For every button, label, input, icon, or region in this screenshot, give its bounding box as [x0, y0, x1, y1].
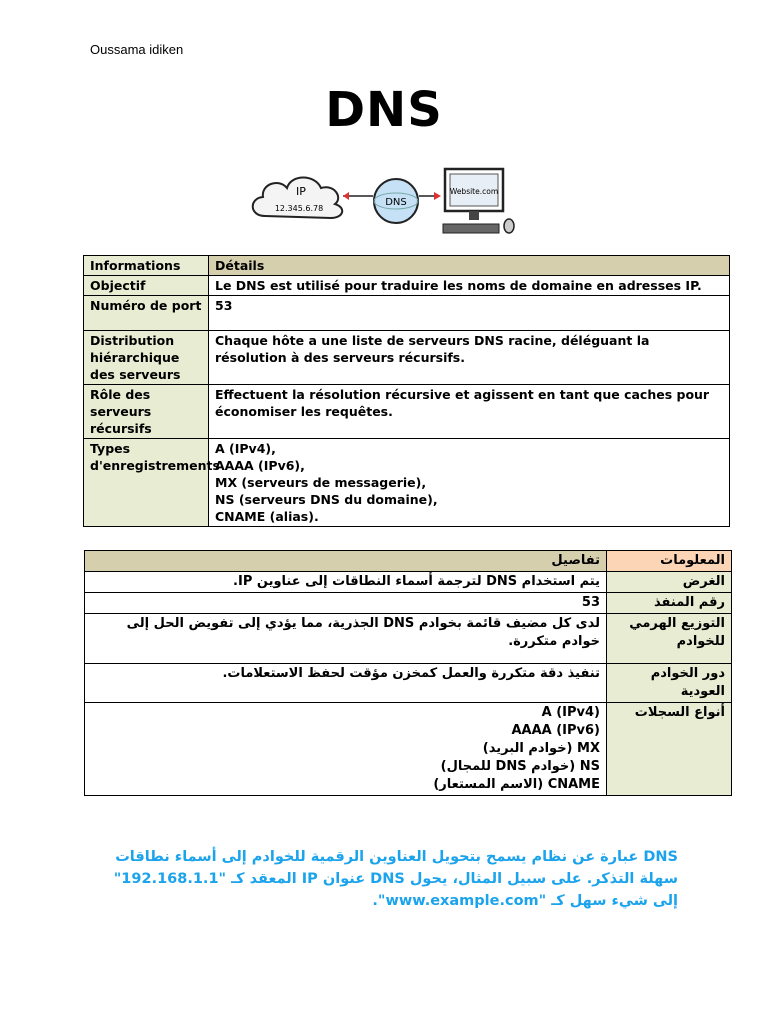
- row-label: Objectif: [84, 276, 209, 296]
- row-value: Le DNS est utilisé pour traduire les noms de domaine en adresses IP.: [209, 276, 730, 296]
- header-details-ar: تفاصيل: [85, 551, 607, 572]
- row-value: Effectuent la résolution récursive et agissent en tant que caches pour économiser les requêtes.: [209, 385, 730, 439]
- table-row: [85, 664, 732, 703]
- header-details: Détails: [209, 256, 730, 276]
- table-header-row: [85, 551, 732, 572]
- record-type: A (IPv4): [541, 705, 600, 720]
- row-label: Numéro de port: [84, 296, 209, 331]
- record-type: NS (خوادم DNS للمجال): [440, 759, 600, 774]
- ip-value: 12.345.6.78: [274, 204, 324, 213]
- header-informations-ar: المعلومات: [607, 551, 732, 572]
- ip-label: IP: [296, 185, 306, 198]
- dns-label: DNS: [385, 197, 407, 208]
- row-label: رقم المنفذ: [607, 593, 732, 614]
- record-type: A (IPv4),: [215, 441, 276, 456]
- row-value: لدى كل مضيف قائمة بخوادم DNS الجذرية، مما يؤدي إلى تفويض الحل إلى خوادم متكررة.: [85, 614, 607, 664]
- row-label: Rôle des serveurs récursifs: [84, 385, 209, 439]
- row-value: يتم استخدام DNS لترجمة أسماء النطاقات إلى عناوين IP.: [85, 572, 607, 593]
- table-row: [85, 593, 732, 614]
- record-type: AAAA (IPv6): [511, 723, 600, 738]
- record-type: MX (خوادم البريد): [482, 741, 600, 756]
- row-label: دور الخوادم العودية: [607, 664, 732, 703]
- row-value: 53: [209, 296, 730, 331]
- dns-illustration: [243, 164, 525, 242]
- row-label: Types d'enregistrements: [84, 439, 209, 527]
- header-informations: Informations: [84, 256, 209, 276]
- table-row: [84, 331, 730, 385]
- record-type: CNAME (الاسم المستعار): [433, 777, 600, 792]
- table-arabic: [84, 550, 732, 796]
- row-label: الغرض: [607, 572, 732, 593]
- table-row: [84, 385, 730, 439]
- table-row: [84, 276, 730, 296]
- table-row: [85, 703, 732, 796]
- row-label: Distribution hiérarchique des serveurs: [84, 331, 209, 385]
- table-french: [83, 255, 730, 527]
- summary-paragraph: DNS عبارة عن نظام يسمح بتحويل العناوين الرقمية للخوادم إلى أسماء نطاقات سهلة التذكر. على سبيل المثال، يحول DNS عنوان IP المعقد كـ "192.168.1.1" إلى شيء سهل كـ "www.example.com".: [113, 849, 678, 909]
- row-value: [85, 703, 607, 796]
- row-value: 53: [85, 593, 607, 614]
- record-type: AAAA (IPv6),: [215, 458, 305, 473]
- row-label: التوزيع الهرمي للخوادم: [607, 614, 732, 664]
- row-value: [209, 439, 730, 527]
- table-row: [85, 572, 732, 593]
- table-row: [84, 296, 730, 331]
- record-type: NS (serveurs DNS du domaine),: [215, 492, 438, 507]
- page-title: DNS: [325, 82, 443, 138]
- record-type: MX (serveurs de messagerie),: [215, 475, 427, 490]
- row-label: أنواع السجلات: [607, 703, 732, 796]
- website-label: Website.com: [449, 187, 499, 196]
- monitor-icon: [443, 169, 514, 233]
- table-row: [85, 614, 732, 664]
- table-header-row: [84, 256, 730, 276]
- record-type: CNAME (alias).: [215, 509, 319, 524]
- author-name: Oussama idiken: [90, 42, 184, 57]
- row-value: Chaque hôte a une liste de serveurs DNS racine, déléguant la résolution à des serveurs récursifs.: [209, 331, 730, 385]
- row-value: تنفيذ دقة متكررة والعمل كمخزن مؤقت لحفظ الاستعلامات.: [85, 664, 607, 703]
- table-row: [84, 439, 730, 527]
